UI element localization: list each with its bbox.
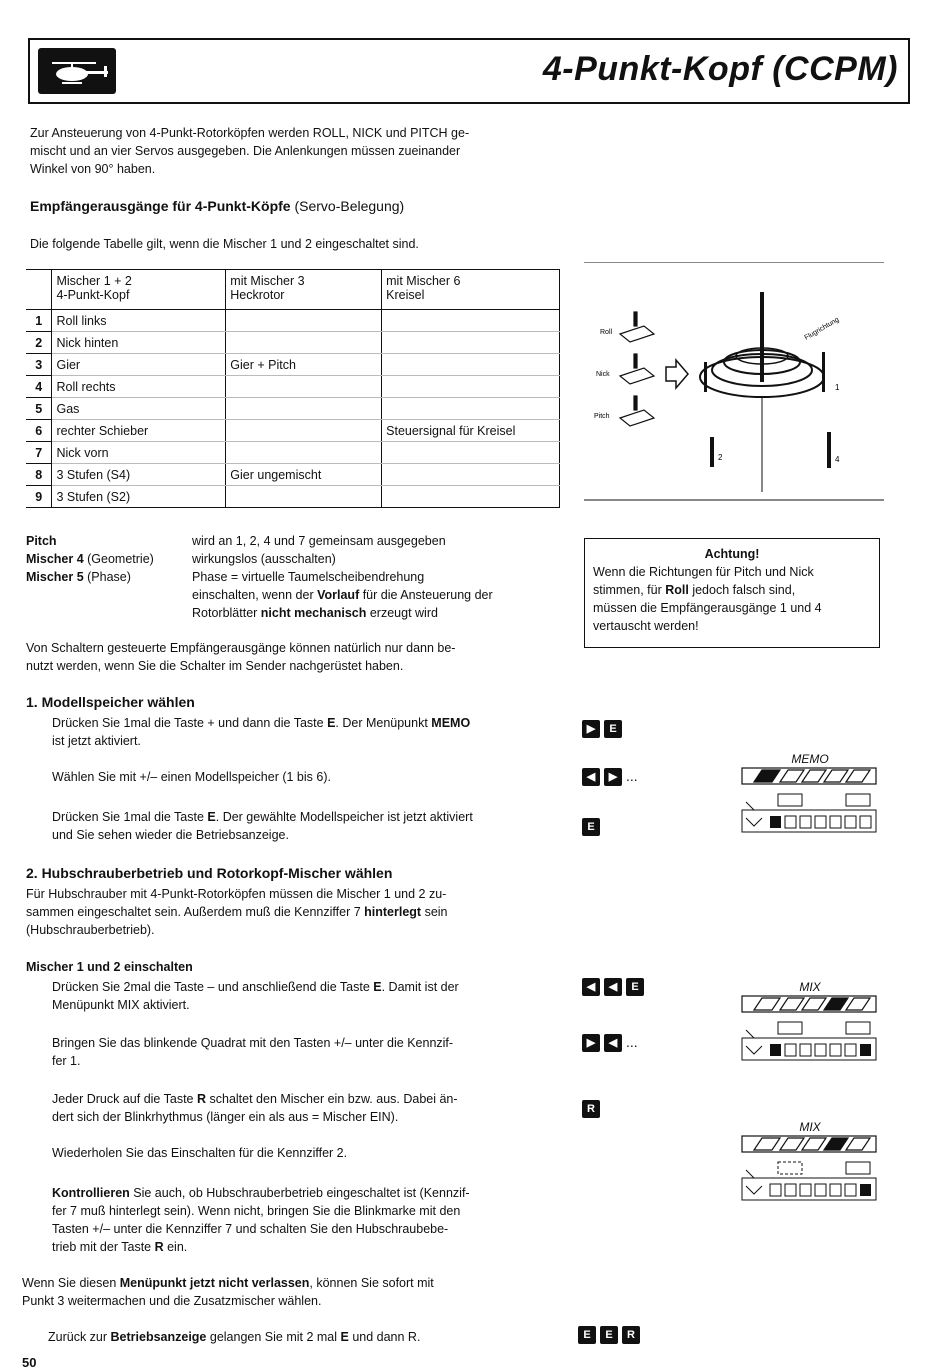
r-key[interactable]: R (622, 1326, 640, 1344)
section-2-step-1: Drücken Sie 2mal die Taste – und anschließend die Taste E. Damit ist der Menüpunkt MIX aktiviert. (52, 980, 459, 1012)
e-key[interactable]: E (626, 978, 644, 996)
lcd-mix-label-2: MIX (799, 1120, 821, 1134)
definitions-list (26, 532, 566, 622)
section-1-step-2: Wählen Sie mit +/– einen Modellspeicher (1 bis 6). (52, 770, 331, 784)
table-header-col3: mit Mischer 6 Kreisel (382, 270, 560, 310)
keys-plus-minus (582, 1034, 638, 1052)
keys-minus-plus (582, 768, 638, 786)
section-2-step-4: Wiederholen Sie das Einschalten für die Kennziffer 2. (52, 1146, 348, 1160)
diagram-roll-label: Roll (600, 329, 613, 336)
lcd-mix-display-2 (740, 1134, 880, 1204)
outputs-heading (30, 198, 404, 214)
intro-line-1: Zur Ansteuerung von 4-Punkt-Rotorköpfen werden ROLL, NICK und PITCH ge- (30, 126, 470, 140)
more-dots: ... (626, 768, 638, 784)
minus-key[interactable]: ◀ (604, 1034, 622, 1052)
lcd-memo-display (740, 766, 880, 836)
swashplate-diagram (584, 262, 884, 502)
definition-mischer-4: Mischer 4 (Geometrie) wirkungslos (ausschalten) (26, 552, 336, 566)
section-1-step-1: Drücken Sie 1mal die Taste + und dann die Taste E. Der Menüpunkt MEMO ist jetzt aktiviert. (52, 716, 471, 748)
page-number: 50 (22, 1355, 37, 1370)
diagram-flugrichtung-label: Flugrichtung (803, 316, 841, 342)
minus-key[interactable]: ◀ (582, 978, 600, 996)
plus-key[interactable]: ▶ (604, 768, 622, 786)
page-title: 4-Punkt-Kopf (CCPM) (542, 50, 898, 88)
switch-note: Von Schaltern gesteuerte Empfängerausgänge können natürlich nur dann be- nutzt werden, wenn Sie die Schalter im Sender nachgerüstet haben. (26, 641, 456, 673)
table-row: 2 Nick hinten (26, 332, 560, 354)
e-key[interactable]: E (600, 1326, 618, 1344)
e-key[interactable]: E (604, 720, 622, 738)
intro-paragraph (30, 124, 570, 178)
definition-continuation: einschalten, wenn der Vorlauf für die Ansteuerung der Rotorblätter nicht mechanisch erzeugt wird (192, 588, 493, 620)
table-row: 4 Roll rechts (26, 376, 560, 398)
diagram-num-4: 4 (835, 455, 840, 464)
section-1-heading: 1. Modellspeicher wählen (26, 694, 195, 710)
helicopter-icon (38, 48, 116, 94)
diagram-pitch-label: Pitch (594, 413, 610, 420)
intro-line-2: mischt und an vier Servos ausgegeben. Die Anlenkungen müssen zueinander (30, 144, 461, 158)
keys-r (582, 1100, 604, 1118)
lcd-mix-display-1 (740, 994, 880, 1064)
table-header-col1: Mischer 1 + 2 4-Punkt-Kopf (52, 270, 226, 310)
table-row: 9 3 Stufen (S2) (26, 486, 560, 508)
table-header-col2: mit Mischer 3 Heckrotor (226, 270, 382, 310)
attention-box: Achtung! Wenn die Richtungen für Pitch und Nick stimmen, für Roll jedoch falsch sind, müssen die Empfängerausgänge 1 und 4 vertauscht werden! (584, 538, 880, 648)
table-row: 6 rechter Schieber Steuersignal für Kreisel (26, 420, 560, 442)
e-key[interactable]: E (582, 818, 600, 836)
diagram-num-2: 2 (718, 453, 723, 462)
section-2-step-5: Kontrollieren Sie auch, ob Hubschrauberbetrieb eingeschaltet ist (Kennzif- fer 7 muß hinterlegt sein). Wenn nicht, bringen Sie die Blinkmarke mit den Tasten +/– unter die Kennziffer 7 und schalten Sie den Hubschraubebe- trieb mit der Taste R ein. (52, 1186, 470, 1254)
section-2-heading: 2. Hubschrauberbetrieb und Rotorkopf-Mischer wählen (26, 865, 393, 881)
closing-paragraph: Wenn Sie diesen Menüpunkt jetzt nicht verlassen, können Sie sofort mit Punkt 3 weitermachen und die Zusatzmischer wählen. (22, 1276, 434, 1308)
section-2-intro: Für Hubschrauber mit 4-Punkt-Rotorköpfen müssen die Mischer 1 und 2 zu- sammen eingeschaltet sein. Außerdem muß die Kennziffer 7 hinterlegt sein (Hubschrauberbetrieb). (26, 887, 448, 937)
minus-key[interactable]: ◀ (582, 768, 600, 786)
servo-table (26, 269, 560, 508)
keys-plus-e (582, 720, 626, 738)
section-2-subheading: Mischer 1 und 2 einschalten (26, 960, 193, 974)
minus-key[interactable]: ◀ (604, 978, 622, 996)
table-header-row (26, 270, 560, 310)
lcd-mix-label-1: MIX (799, 980, 821, 994)
more-dots: ... (626, 1034, 638, 1050)
keys-e-e-r (578, 1326, 644, 1344)
keys-e (582, 818, 604, 836)
outputs-heading-normal: (Servo-Belegung) (290, 198, 405, 214)
table-row: 8 3 Stufen (S4) Gier ungemischt (26, 464, 560, 486)
intro-line-3: Winkel von 90° haben. (30, 162, 156, 176)
table-row: 7 Nick vorn (26, 442, 560, 464)
section-2-step-2: Bringen Sie das blinkende Quadrat mit den Tasten +/– unter die Kennzif- fer 1. (52, 1036, 454, 1068)
lcd-memo-label: MEMO (791, 752, 829, 766)
table-note: Die folgende Tabelle gilt, wenn die Mischer 1 und 2 eingeschaltet sind. (30, 237, 419, 251)
definition-pitch: Pitch wird an 1, 2, 4 und 7 gemeinsam ausgegeben (26, 534, 446, 548)
attention-title: Achtung! (704, 547, 760, 561)
plus-key[interactable]: ▶ (582, 720, 600, 738)
back-instruction: Zurück zur Betriebsanzeige gelangen Sie mit 2 mal E und dann R. (48, 1330, 421, 1344)
plus-key[interactable]: ▶ (582, 1034, 600, 1052)
outputs-heading-bold: Empfängerausgänge für 4-Punkt-Köpfe (30, 198, 291, 214)
r-key[interactable]: R (582, 1100, 600, 1118)
table-row: 1 Roll links (26, 310, 560, 332)
diagram-num-1: 1 (835, 383, 840, 392)
e-key[interactable]: E (578, 1326, 596, 1344)
keys-minus-minus-e (582, 978, 648, 996)
table-header-num (26, 270, 52, 310)
section-2-step-3: Jeder Druck auf die Taste R schaltet den Mischer ein bzw. aus. Dabei än- dert sich der Blinkrhythmus (länger ein als aus = Mischer EIN). (52, 1092, 458, 1124)
section-1-step-3: Drücken Sie 1mal die Taste E. Der gewählte Modellspeicher ist jetzt aktiviert und Sie sehen wieder die Betriebsanzeige. (52, 810, 473, 842)
table-row: 5 Gas (26, 398, 560, 420)
definition-mischer-5: Mischer 5 (Phase) Phase = virtuelle Taumelscheibendrehung (26, 570, 425, 584)
table-row: 3 Gier Gier + Pitch (26, 354, 560, 376)
diagram-nick-label: Nick (596, 371, 610, 378)
